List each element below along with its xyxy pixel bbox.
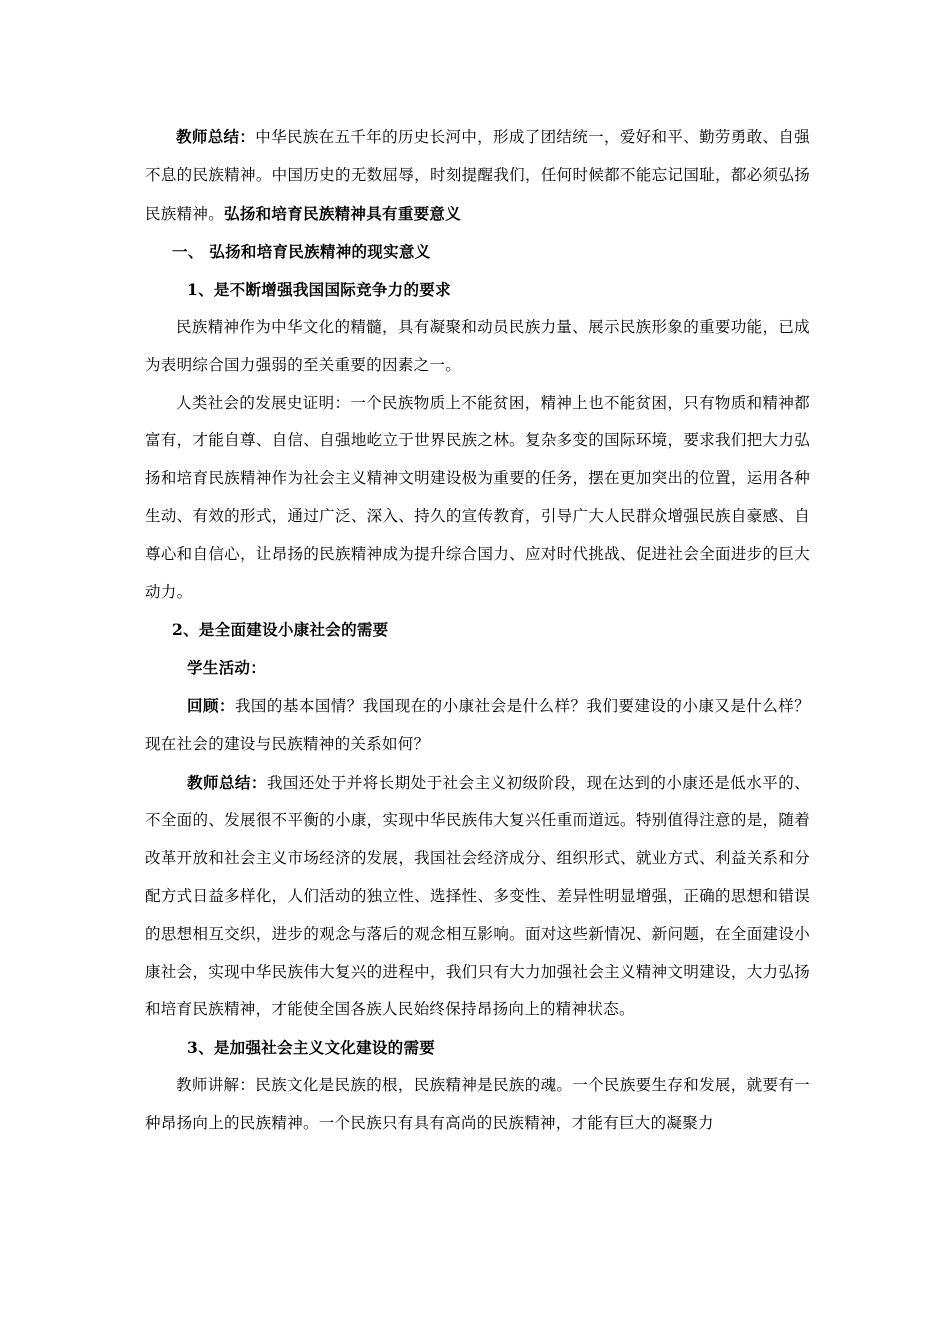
- paragraph-teacher-lecture: 教师讲解：民族文化是民族的根，民族精神是民族的魂。一个民族要生存和发展，就要有一种昂扬向上的民族精神。一个民族只有具有高尚的民族精神，才能有巨大的凝聚力: [145, 1075, 810, 1132]
- teacher-summary-label: 教师总结：: [176, 127, 256, 146]
- paragraph-national-spirit-essence: 民族精神作为中华文化的精髓，具有凝聚和动员民族力量、展示民族形象的重要功能，已成为表明综合国力强弱的至关重要的因素之一。: [145, 317, 810, 374]
- paragraph-teacher-summary-1: [145, 118, 810, 233]
- paragraph-teacher-summary-2: [145, 764, 810, 1030]
- document-body: [145, 118, 810, 1143]
- teacher-summary-text: 中华民族在五千年的历史长河中，形成了团结统一，爱好和平、勤劳勇敢、自强不息的民族精神。中国历史的无数屈辱，时刻提醒我们，任何时候都不能忘记国耻，都必须弘扬民族精神。: [145, 128, 810, 223]
- review-text: 我国的基本国情？我国现在的小康社会是什么样？我们要建设的小康又是什么样？现在社会的建设与民族精神的关系如何？: [145, 696, 810, 753]
- teacher-summary-text-2: 我国还处于并将长期处于社会主义初级阶段，现在达到的小康还是低水平的、不全面的、发展很不平衡的小康，实现中华民族伟大复兴任重而道远。特别值得注意的是，随着改革开放和社会主义市场经济的发展，我国社会经济成分、组织形式、就业方式、利益关系和分配方式日益多样化，人们活动的独立性、选择性、多变性、差异性明显增强，正确的思想和错误的思想相互交织，进步的观念与落后的观念相互影响。面对这些新情况、新问题，在全面建设小康社会，实现中华民族伟大复兴的进程中，我们只有大力加强社会主义精神文明建设，大力弘扬和培育民族精神，才能使全国各族人民始终保持昂扬向上的精神状态。: [145, 773, 810, 1019]
- paragraph-review: [145, 687, 810, 764]
- significance-statement: 弘扬和培育民族精神具有重要意义: [224, 203, 462, 223]
- teacher-summary-label-2: 教师总结：: [187, 772, 267, 792]
- heading-subsection-2: 2、是全面建设小康社会的需要: [172, 620, 389, 640]
- paragraph-history-proof: 人类社会的发展史证明：一个民族物质上不能贫困，精神上也不能贫困，只有物质和精神都富有，才能自尊、自信、自强地屹立于世界民族之林。复杂多变的国际环境，要求我们把大力弘扬和培育民族精神作为社会主义精神文明建设极为重要的任务，摆在更加突出的位置，运用各种生动、有效的形式，通过广泛、深入、持久的宣传教育，引导广大人民群众增强民族自豪感、自尊心和自信心，让昂扬的民族精神成为提升综合国力、应对时代挑战、促进社会全面进步的巨大动力。: [145, 393, 810, 601]
- student-activity-label: 学生活动：: [187, 658, 267, 678]
- heading-subsection-3: 3、是加强社会主义文化建设的需要: [187, 1038, 436, 1058]
- review-label: 回顾：: [187, 695, 235, 715]
- heading-subsection-1: 1、是不断增强我国国际竞争力的要求: [187, 280, 451, 300]
- heading-section-1: 一、 弘扬和培育民族精神的现实意义: [172, 242, 431, 262]
